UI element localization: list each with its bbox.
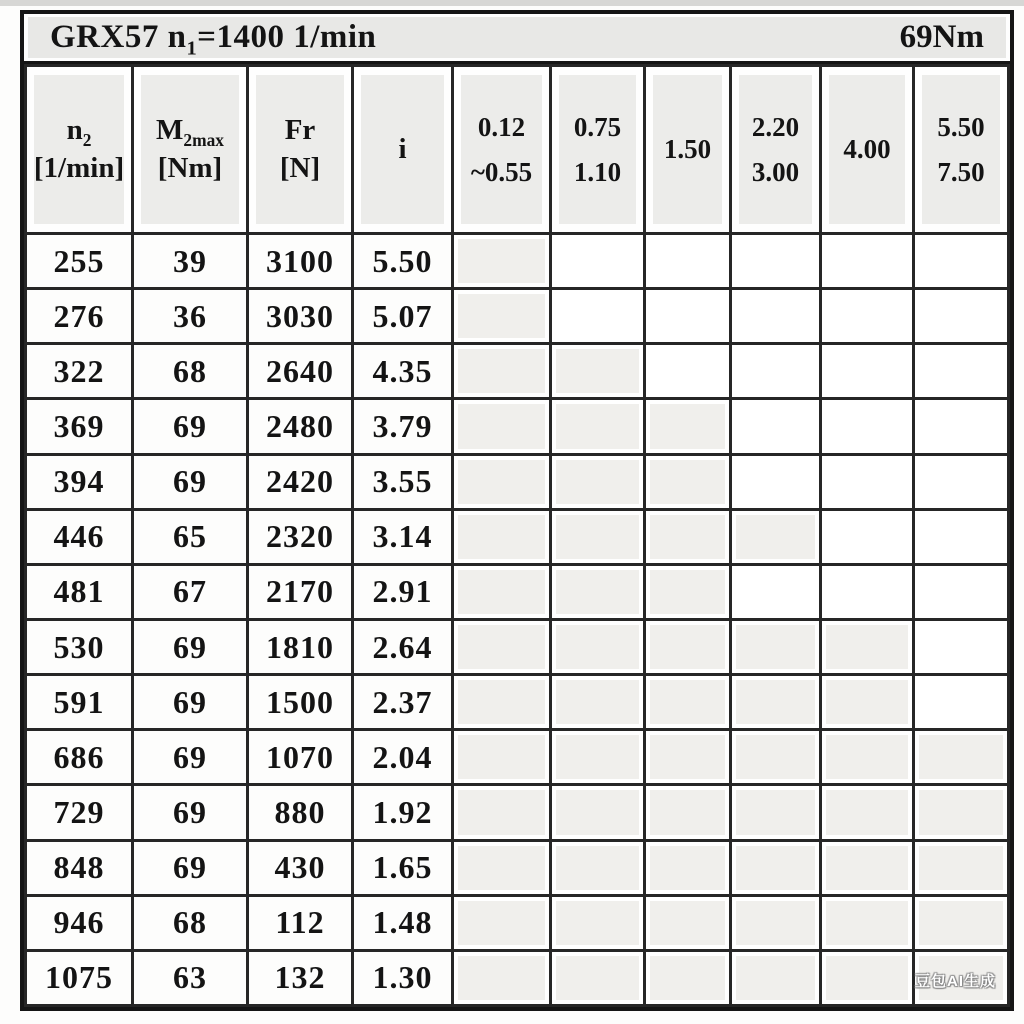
rating-cell-empty (731, 564, 821, 619)
col-header-power-3: 1.50 (645, 66, 731, 234)
rating-cell-empty (731, 399, 821, 454)
table-row (26, 895, 1009, 950)
col-header-i: i (353, 66, 453, 234)
rating-cell-applicable (453, 399, 551, 454)
rating-cell-applicable (453, 895, 551, 950)
rating-cell-empty (645, 234, 731, 289)
rating-cell-applicable (645, 564, 731, 619)
rating-cell-applicable (551, 950, 645, 1005)
rating-cell-applicable (453, 730, 551, 785)
table-row (26, 730, 1009, 785)
rating-cell-applicable (821, 950, 914, 1005)
table-row (26, 399, 1009, 454)
cell-m2max: 39 (133, 234, 248, 289)
table-row (26, 950, 1009, 1005)
rating-cell-empty (914, 675, 1009, 730)
cell-fr: 1810 (248, 619, 353, 674)
rating-cell-empty (914, 619, 1009, 674)
rating-cell-applicable (453, 950, 551, 1005)
table-row (26, 619, 1009, 674)
rating-cell-applicable (821, 895, 914, 950)
table-body (26, 234, 1009, 1006)
col-header-power-6: 5.50 7.50 (914, 66, 1009, 234)
cell-fr: 1500 (248, 675, 353, 730)
cell-m2max: 69 (133, 399, 248, 454)
rating-cell-applicable (821, 840, 914, 895)
rating-cell-empty (551, 234, 645, 289)
rating-cell-empty (731, 454, 821, 509)
cell-fr: 2320 (248, 509, 353, 564)
cell-n2: 848 (26, 840, 133, 895)
cell-m2max: 68 (133, 895, 248, 950)
rating-cell-empty (821, 344, 914, 399)
rating-cell-applicable (551, 895, 645, 950)
rating-cell-applicable (453, 344, 551, 399)
cell-i: 1.48 (353, 895, 453, 950)
rating-cell-applicable (731, 895, 821, 950)
rating-cell-applicable (645, 840, 731, 895)
cell-i: 2.91 (353, 564, 453, 619)
rating-cell-applicable (731, 785, 821, 840)
rating-cell-applicable (453, 785, 551, 840)
table-row (26, 785, 1009, 840)
cell-i: 1.65 (353, 840, 453, 895)
rating-cell-applicable (453, 564, 551, 619)
cell-fr: 1070 (248, 730, 353, 785)
rating-cell-applicable (453, 234, 551, 289)
rating-cell-empty (821, 234, 914, 289)
col-header-power-4: 2.20 3.00 (731, 66, 821, 234)
title-bar-fill (28, 17, 1006, 58)
rating-cell-applicable (914, 840, 1009, 895)
cell-fr: 2480 (248, 399, 353, 454)
header-row (26, 66, 1009, 234)
cell-n2: 481 (26, 564, 133, 619)
rating-cell-applicable (551, 840, 645, 895)
rating-cell-applicable (645, 950, 731, 1005)
cell-m2max: 67 (133, 564, 248, 619)
cell-n2: 591 (26, 675, 133, 730)
cell-fr: 3030 (248, 289, 353, 344)
rating-cell-applicable (914, 785, 1009, 840)
rating-cell-applicable (731, 950, 821, 1005)
rating-cell-applicable (551, 564, 645, 619)
cell-i: 5.07 (353, 289, 453, 344)
rating-cell-empty (914, 509, 1009, 564)
cell-n2: 276 (26, 289, 133, 344)
rating-cell-empty (821, 399, 914, 454)
cell-n2: 322 (26, 344, 133, 399)
rating-cell-empty (551, 289, 645, 344)
cell-fr: 2420 (248, 454, 353, 509)
table-row (26, 509, 1009, 564)
rating-cell-applicable (914, 895, 1009, 950)
col-header-power-2: 0.75 1.10 (551, 66, 645, 234)
cell-m2max: 69 (133, 675, 248, 730)
cell-n2: 729 (26, 785, 133, 840)
rating-cell-applicable (551, 730, 645, 785)
col-header-n2: $n_2$ [1/min] (26, 66, 133, 234)
rating-cell-empty (731, 289, 821, 344)
rating-cell-empty (914, 289, 1009, 344)
cell-m2max: 63 (133, 950, 248, 1005)
rating-cell-applicable (731, 619, 821, 674)
rating-cell-applicable (645, 454, 731, 509)
ai-watermark: 豆包AI生成 (914, 973, 996, 990)
col-header-power-1: 0.12 ~0.55 (453, 66, 551, 234)
cell-i: 3.79 (353, 399, 453, 454)
table-row (26, 564, 1009, 619)
rating-cell-empty (914, 564, 1009, 619)
cell-m2max: 69 (133, 454, 248, 509)
cell-m2max: 69 (133, 619, 248, 674)
rating-cell-applicable (551, 675, 645, 730)
ratings-table (24, 64, 1010, 1007)
cell-n2: 446 (26, 509, 133, 564)
cell-i: 3.14 (353, 509, 453, 564)
photo-top-edge (0, 0, 1024, 6)
rating-cell-empty (914, 234, 1009, 289)
cell-n2: 946 (26, 895, 133, 950)
cell-n2: 1075 (26, 950, 133, 1005)
rating-cell-applicable (731, 840, 821, 895)
rating-cell-applicable (453, 840, 551, 895)
rating-cell-applicable (551, 509, 645, 564)
rating-cell-empty (821, 509, 914, 564)
rating-cell-applicable (645, 619, 731, 674)
cell-n2: 686 (26, 730, 133, 785)
cell-n2: 530 (26, 619, 133, 674)
rating-cell-applicable (453, 289, 551, 344)
table-row (26, 840, 1009, 895)
cell-i: 1.92 (353, 785, 453, 840)
table-row (26, 344, 1009, 399)
cell-i: 2.37 (353, 675, 453, 730)
table-row (26, 234, 1009, 289)
rating-cell-empty (731, 234, 821, 289)
cell-fr: 3100 (248, 234, 353, 289)
rating-cell-empty (645, 289, 731, 344)
cell-fr: 880 (248, 785, 353, 840)
cell-i: 2.04 (353, 730, 453, 785)
rating-cell-applicable (645, 895, 731, 950)
cell-n2: 394 (26, 454, 133, 509)
rating-cell-empty (731, 344, 821, 399)
cell-m2max: 65 (133, 509, 248, 564)
cell-i: 1.30 (353, 950, 453, 1005)
rating-cell-applicable (551, 454, 645, 509)
cell-i: 3.55 (353, 454, 453, 509)
cell-fr: 112 (248, 895, 353, 950)
table-row (26, 454, 1009, 509)
cell-m2max: 69 (133, 785, 248, 840)
rating-cell-applicable (821, 675, 914, 730)
cell-fr: 2170 (248, 564, 353, 619)
rating-cell-applicable (645, 730, 731, 785)
rating-cell-empty (914, 454, 1009, 509)
rating-cell-empty (821, 564, 914, 619)
cell-m2max: 68 (133, 344, 248, 399)
rating-cell-empty (645, 344, 731, 399)
torque-rating: 69Nm (899, 19, 984, 55)
rating-cell-applicable (731, 730, 821, 785)
cell-i: 4.35 (353, 344, 453, 399)
rating-cell-empty (821, 454, 914, 509)
rating-cell-applicable (731, 509, 821, 564)
table-row (26, 675, 1009, 730)
rating-cell-applicable (914, 730, 1009, 785)
rating-cell-empty (914, 399, 1009, 454)
col-header-fr: Fr [N] (248, 66, 353, 234)
rating-cell-applicable (453, 619, 551, 674)
rating-cell-applicable (731, 675, 821, 730)
rating-cell-applicable (551, 785, 645, 840)
rating-cell-applicable (453, 675, 551, 730)
cell-i: 2.64 (353, 619, 453, 674)
rating-cell-applicable (821, 730, 914, 785)
rating-cell-applicable (453, 509, 551, 564)
rating-cell-applicable (645, 785, 731, 840)
cell-fr: 132 (248, 950, 353, 1005)
rating-cell-applicable (645, 399, 731, 454)
rating-cell-applicable (645, 509, 731, 564)
cell-fr: 430 (248, 840, 353, 895)
title-bar (24, 14, 1010, 64)
cell-n2: 255 (26, 234, 133, 289)
table-row (26, 289, 1009, 344)
rating-cell-applicable (821, 785, 914, 840)
spec-sheet (20, 10, 1014, 1011)
rating-cell-empty (821, 289, 914, 344)
rating-cell-applicable (551, 399, 645, 454)
rating-cell-empty (914, 344, 1009, 399)
col-header-power-5: 4.00 (821, 66, 914, 234)
col-header-m2max: $M_{2max}$ [Nm] (133, 66, 248, 234)
cell-n2: 369 (26, 399, 133, 454)
cell-m2max: 69 (133, 730, 248, 785)
page-title: GRX57 $n_1=1400$ 1/min (50, 19, 377, 60)
rating-cell-applicable (453, 454, 551, 509)
rating-cell-applicable (551, 619, 645, 674)
rating-cell-applicable (645, 675, 731, 730)
cell-m2max: 69 (133, 840, 248, 895)
cell-i: 5.50 (353, 234, 453, 289)
cell-fr: 2640 (248, 344, 353, 399)
rating-cell-applicable (821, 619, 914, 674)
rating-cell-applicable (551, 344, 645, 399)
cell-m2max: 36 (133, 289, 248, 344)
